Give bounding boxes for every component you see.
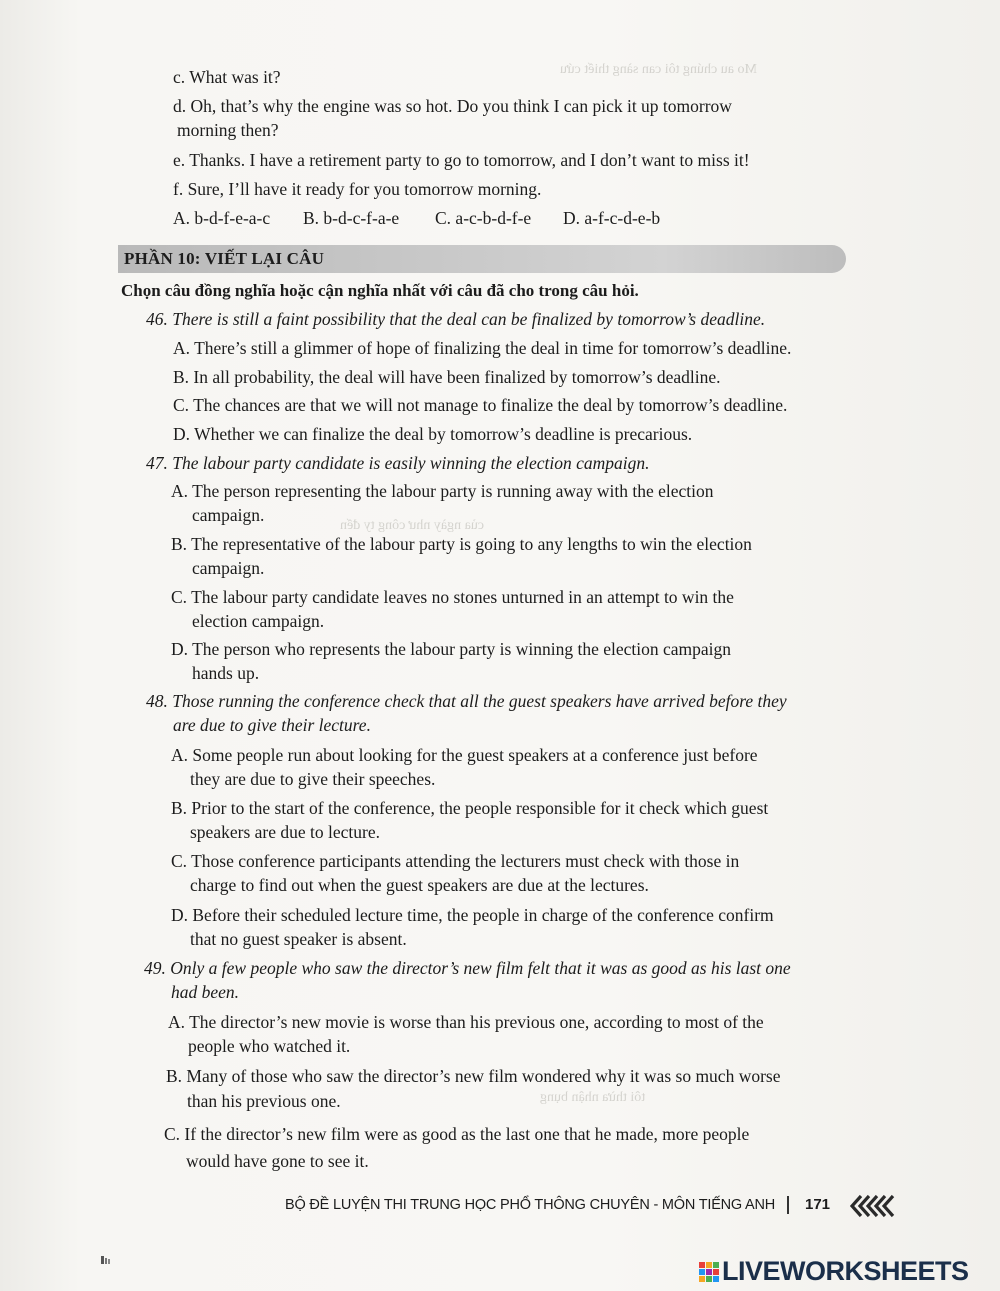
q49-option-b-cont: than his previous one.: [187, 1091, 341, 1111]
q48-option-c: C. Those conference participants attending the lecturers must check with those in: [171, 851, 740, 871]
q49-prompt-cont: had been.: [171, 982, 240, 1002]
q47-option-b-cont: campaign.: [192, 558, 265, 578]
q46-option-d: D. Whether we can finalize the deal by tomorrow’s deadline is precarious.: [173, 424, 693, 444]
q48-option-d: D. Before their scheduled lecture time, the people in charge of the conference confirm: [171, 905, 774, 925]
prev-item-d: d. Oh, that’s why the engine was so hot. Do you think I can pick it up tomorrow: [173, 96, 732, 116]
q48-option-b: B. Prior to the start of the conference, the people responsible for it check which guest: [171, 798, 769, 818]
prev-option-a: A. b-d-f-e-a-c: [173, 208, 271, 228]
q46-option-a: A. There’s still a glimmer of hope of finalizing the deal in time for tomorrow’s deadline.: [173, 338, 792, 358]
liveworksheets-logo-icon: [699, 1262, 719, 1282]
q47-option-c: C. The labour party candidate leaves no stones unturned in an attempt to win the: [171, 587, 734, 607]
footer-separator: [787, 1196, 789, 1214]
q48-option-a: A. Some people run about looking for the guest speakers at a conference just before: [171, 745, 758, 765]
prev-options: [173, 207, 660, 229]
q48-option-a-cont: they are due to give their speeches.: [190, 769, 436, 789]
q48-prompt: 48. Those running the conference check that all the guest speakers have arrived before they: [146, 691, 787, 711]
prev-item-e: e. Thanks. I have a retirement party to go to tomorrow, and I don’t want to miss it!: [173, 150, 750, 170]
q46-prompt: 46. There is still a faint possibility that the deal can be finalized by tomorrow’s deadline.: [146, 309, 766, 329]
section-instruction: Chọn câu đồng nghĩa hoặc cận nghĩa nhất với câu đã cho trong câu hỏi.: [121, 281, 639, 300]
q48-prompt-cont: are due to give their lecture.: [173, 715, 371, 735]
chevron-decoration-icon: [850, 1193, 898, 1219]
bleed-through-text: của ngày như công ty đến: [340, 518, 485, 533]
q49-option-c: C. If the director’s new film were as good as the last one that he made, more people: [164, 1124, 750, 1144]
q47-option-a: A. The person representing the labour party is running away with the election: [171, 481, 714, 501]
footer-book-title: BỘ ĐỀ LUYỆN THI TRUNG HỌC PHỔ THÔNG CHUYÊN - MÔN TIẾNG ANH: [285, 1197, 776, 1213]
q47-option-c-cont: election campaign.: [192, 611, 325, 631]
q48-option-d-cont: that no guest speaker is absent.: [190, 929, 407, 949]
prev-option-d: D. a-f-c-d-e-b: [563, 208, 661, 228]
section-title: PHẦN 10: VIẾT LẠI CÂU: [124, 249, 325, 268]
prev-item-d-cont: morning then?: [177, 120, 279, 140]
q46-option-c: C. The chances are that we will not manage to finalize the deal by tomorrow’s deadline.: [173, 395, 788, 415]
q48-option-b-cont: speakers are due to lecture.: [190, 822, 380, 842]
prev-option-c: C. a-c-b-d-f-e: [435, 208, 532, 228]
q47-option-b: B. The representative of the labour party is going to any lengths to win the election: [171, 534, 752, 554]
q49-option-b: B. Many of those who saw the director’s new film wondered why it was so much worse: [166, 1066, 781, 1086]
q46-option-b: B. In all probability, the deal will have been finalized by tomorrow’s deadline.: [173, 367, 721, 387]
q49-option-c-cont: would have gone to see it.: [186, 1151, 369, 1171]
prev-item-f: f. Sure, I’ll have it ready for you tomorrow morning.: [173, 179, 542, 199]
q48-option-c-cont: charge to find out when the guest speakers are due at the lectures.: [190, 875, 649, 895]
q49-option-a: A. The director’s new movie is worse than his previous one, according to most of the: [168, 1012, 764, 1032]
q47-option-d: D. The person who represents the labour party is winning the election campaign: [171, 639, 732, 659]
bleed-through-text: Mo au chúng tôi can sàng thiết cứu: [560, 62, 757, 77]
page-number: 171: [805, 1196, 831, 1213]
q49-option-a-cont: people who watched it.: [188, 1036, 351, 1056]
q49-prompt: 49. Only a few people who saw the director’s new film felt that it was as good as his last one: [144, 958, 791, 978]
prev-option-b: B. b-d-c-f-a-e: [303, 208, 400, 228]
q47-prompt: 47. The labour party candidate is easily winning the election campaign.: [146, 453, 650, 473]
q47-option-d-cont: hands up.: [192, 663, 260, 683]
q47-option-a-cont: campaign.: [192, 505, 265, 525]
scan-mark-icon: [101, 1254, 111, 1264]
liveworksheets-wordmark: LIVEWORKSHEETS: [722, 1256, 969, 1286]
bleed-through-text: tôi thừa nhận bụng: [540, 1090, 646, 1105]
prev-item-c: c. What was it?: [173, 67, 281, 87]
